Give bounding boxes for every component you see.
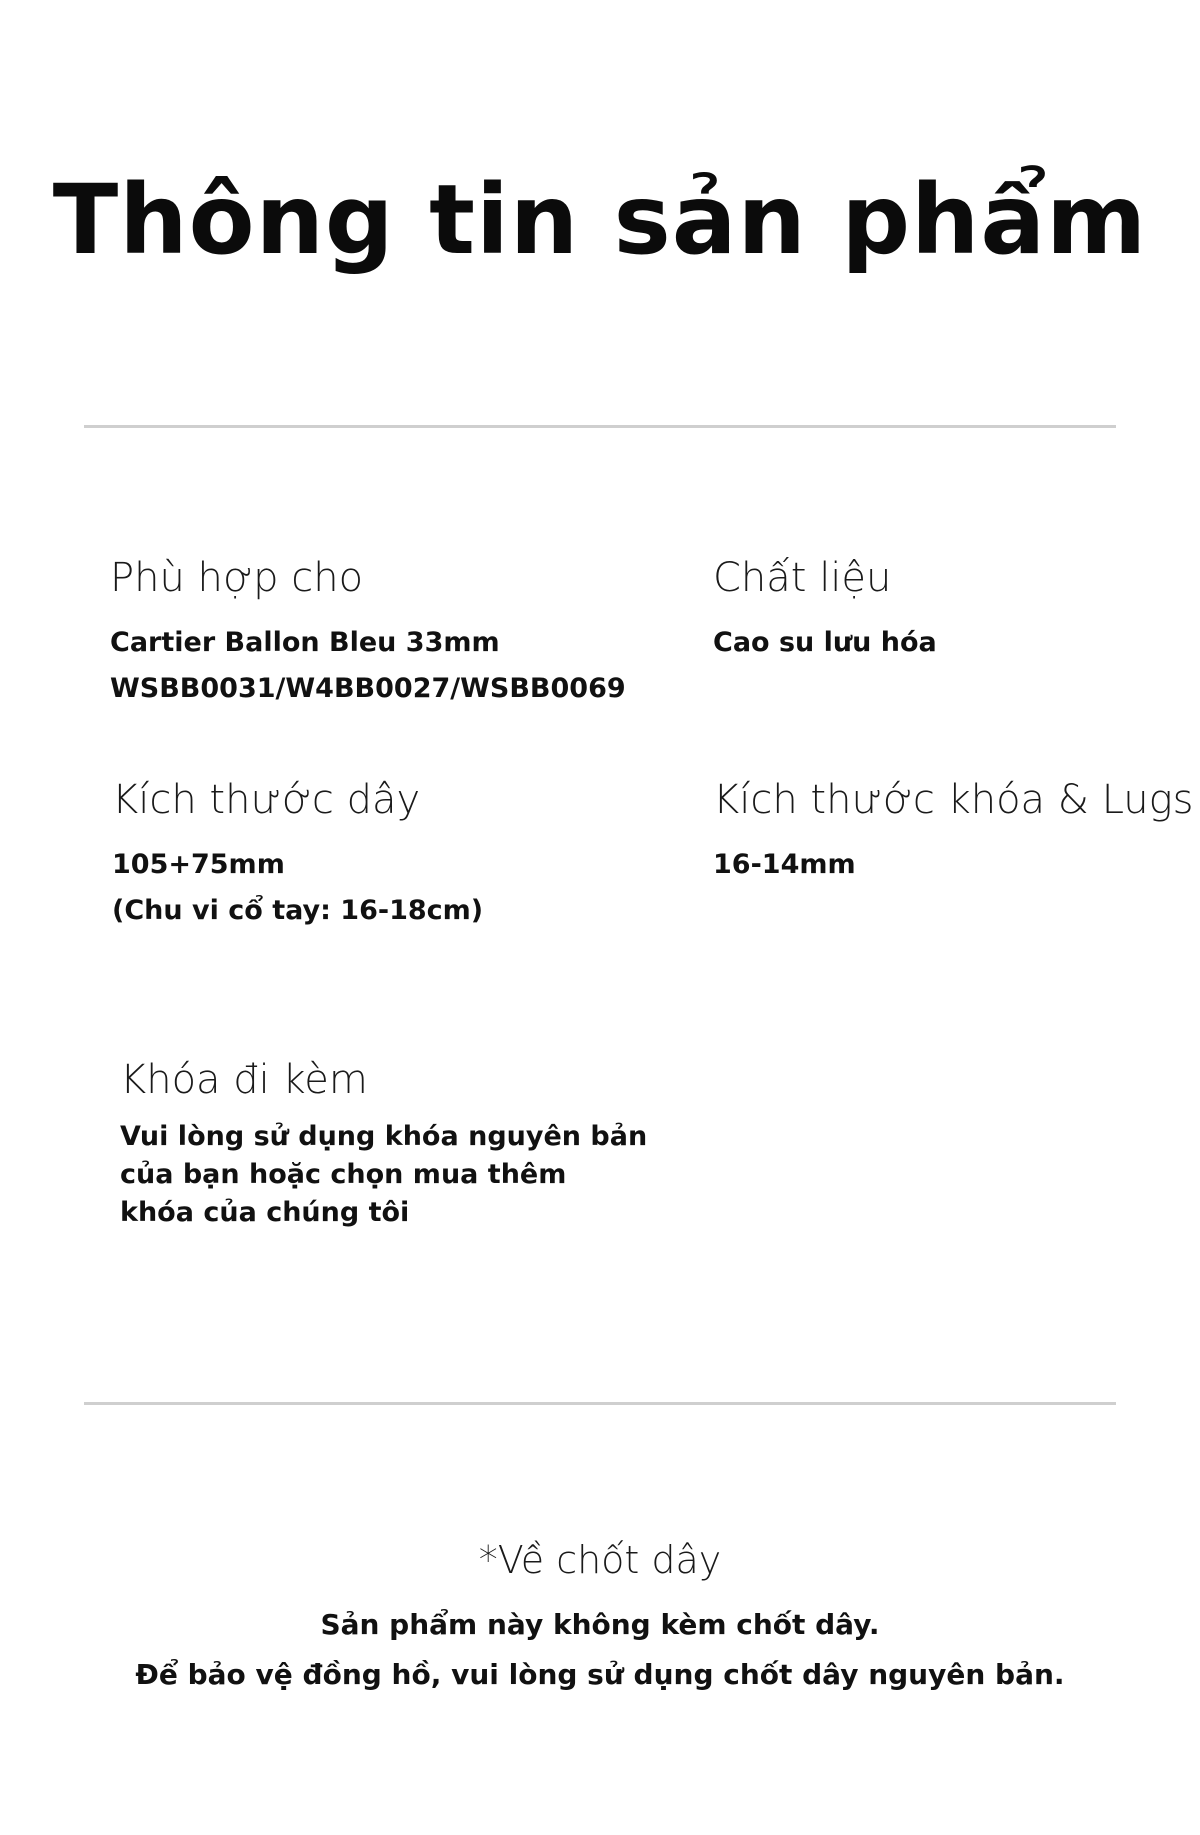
pin-note-title: *Về chốt dây [478, 1538, 722, 1582]
bottom-divider [84, 1402, 1116, 1405]
top-divider [84, 425, 1116, 428]
spec-value-line: WSBB0031/W4BB0027/WSBB0069 [110, 673, 626, 704]
spec-value [120, 1118, 647, 1232]
spec-strap-size [112, 776, 483, 934]
spec-label: Chất liệu [713, 555, 892, 601]
spec-value [112, 842, 483, 934]
spec-value-line: 16-14mm [713, 849, 856, 880]
spec-compatible-models [110, 554, 626, 712]
spec-buckle-included [120, 1056, 647, 1232]
spec-value-line: của bạn hoặc chọn mua thêm [120, 1159, 567, 1190]
pin-note-line: Sản phẩm này không kèm chốt dây. [320, 1608, 880, 1641]
spec-value [713, 620, 937, 666]
spec-value-line: khóa của chúng tôi [120, 1197, 410, 1228]
pin-note-body [0, 1600, 1200, 1700]
spec-value [110, 620, 626, 712]
spec-value [713, 842, 1193, 888]
pin-note-line: Để bảo vệ đồng hồ, vui lòng sử dụng chốt dây nguyên bản. [135, 1658, 1065, 1691]
spec-buckle-lug-size [713, 776, 1193, 888]
spec-value-line: 105+75mm [112, 849, 285, 880]
spec-material [713, 554, 937, 666]
spec-value-line: (Chu vi cổ tay: 16-18cm) [112, 895, 484, 926]
spec-value-line: Cao su lưu hóa [713, 627, 937, 658]
spec-value-line: Cartier Ballon Bleu 33mm [110, 627, 500, 658]
spec-value-line: Vui lòng sử dụng khóa nguyên bản [120, 1121, 648, 1152]
spec-label: Khóa đi kèm [120, 1057, 368, 1103]
spec-label: Kích thước khóa & Lugs [713, 777, 1194, 823]
spec-label: Kích thước dây [112, 777, 421, 823]
spec-label: Phù hợp cho [110, 555, 364, 601]
page-title: Thông tin sản phẩm [52, 164, 1148, 276]
pin-note [0, 1536, 1200, 1700]
